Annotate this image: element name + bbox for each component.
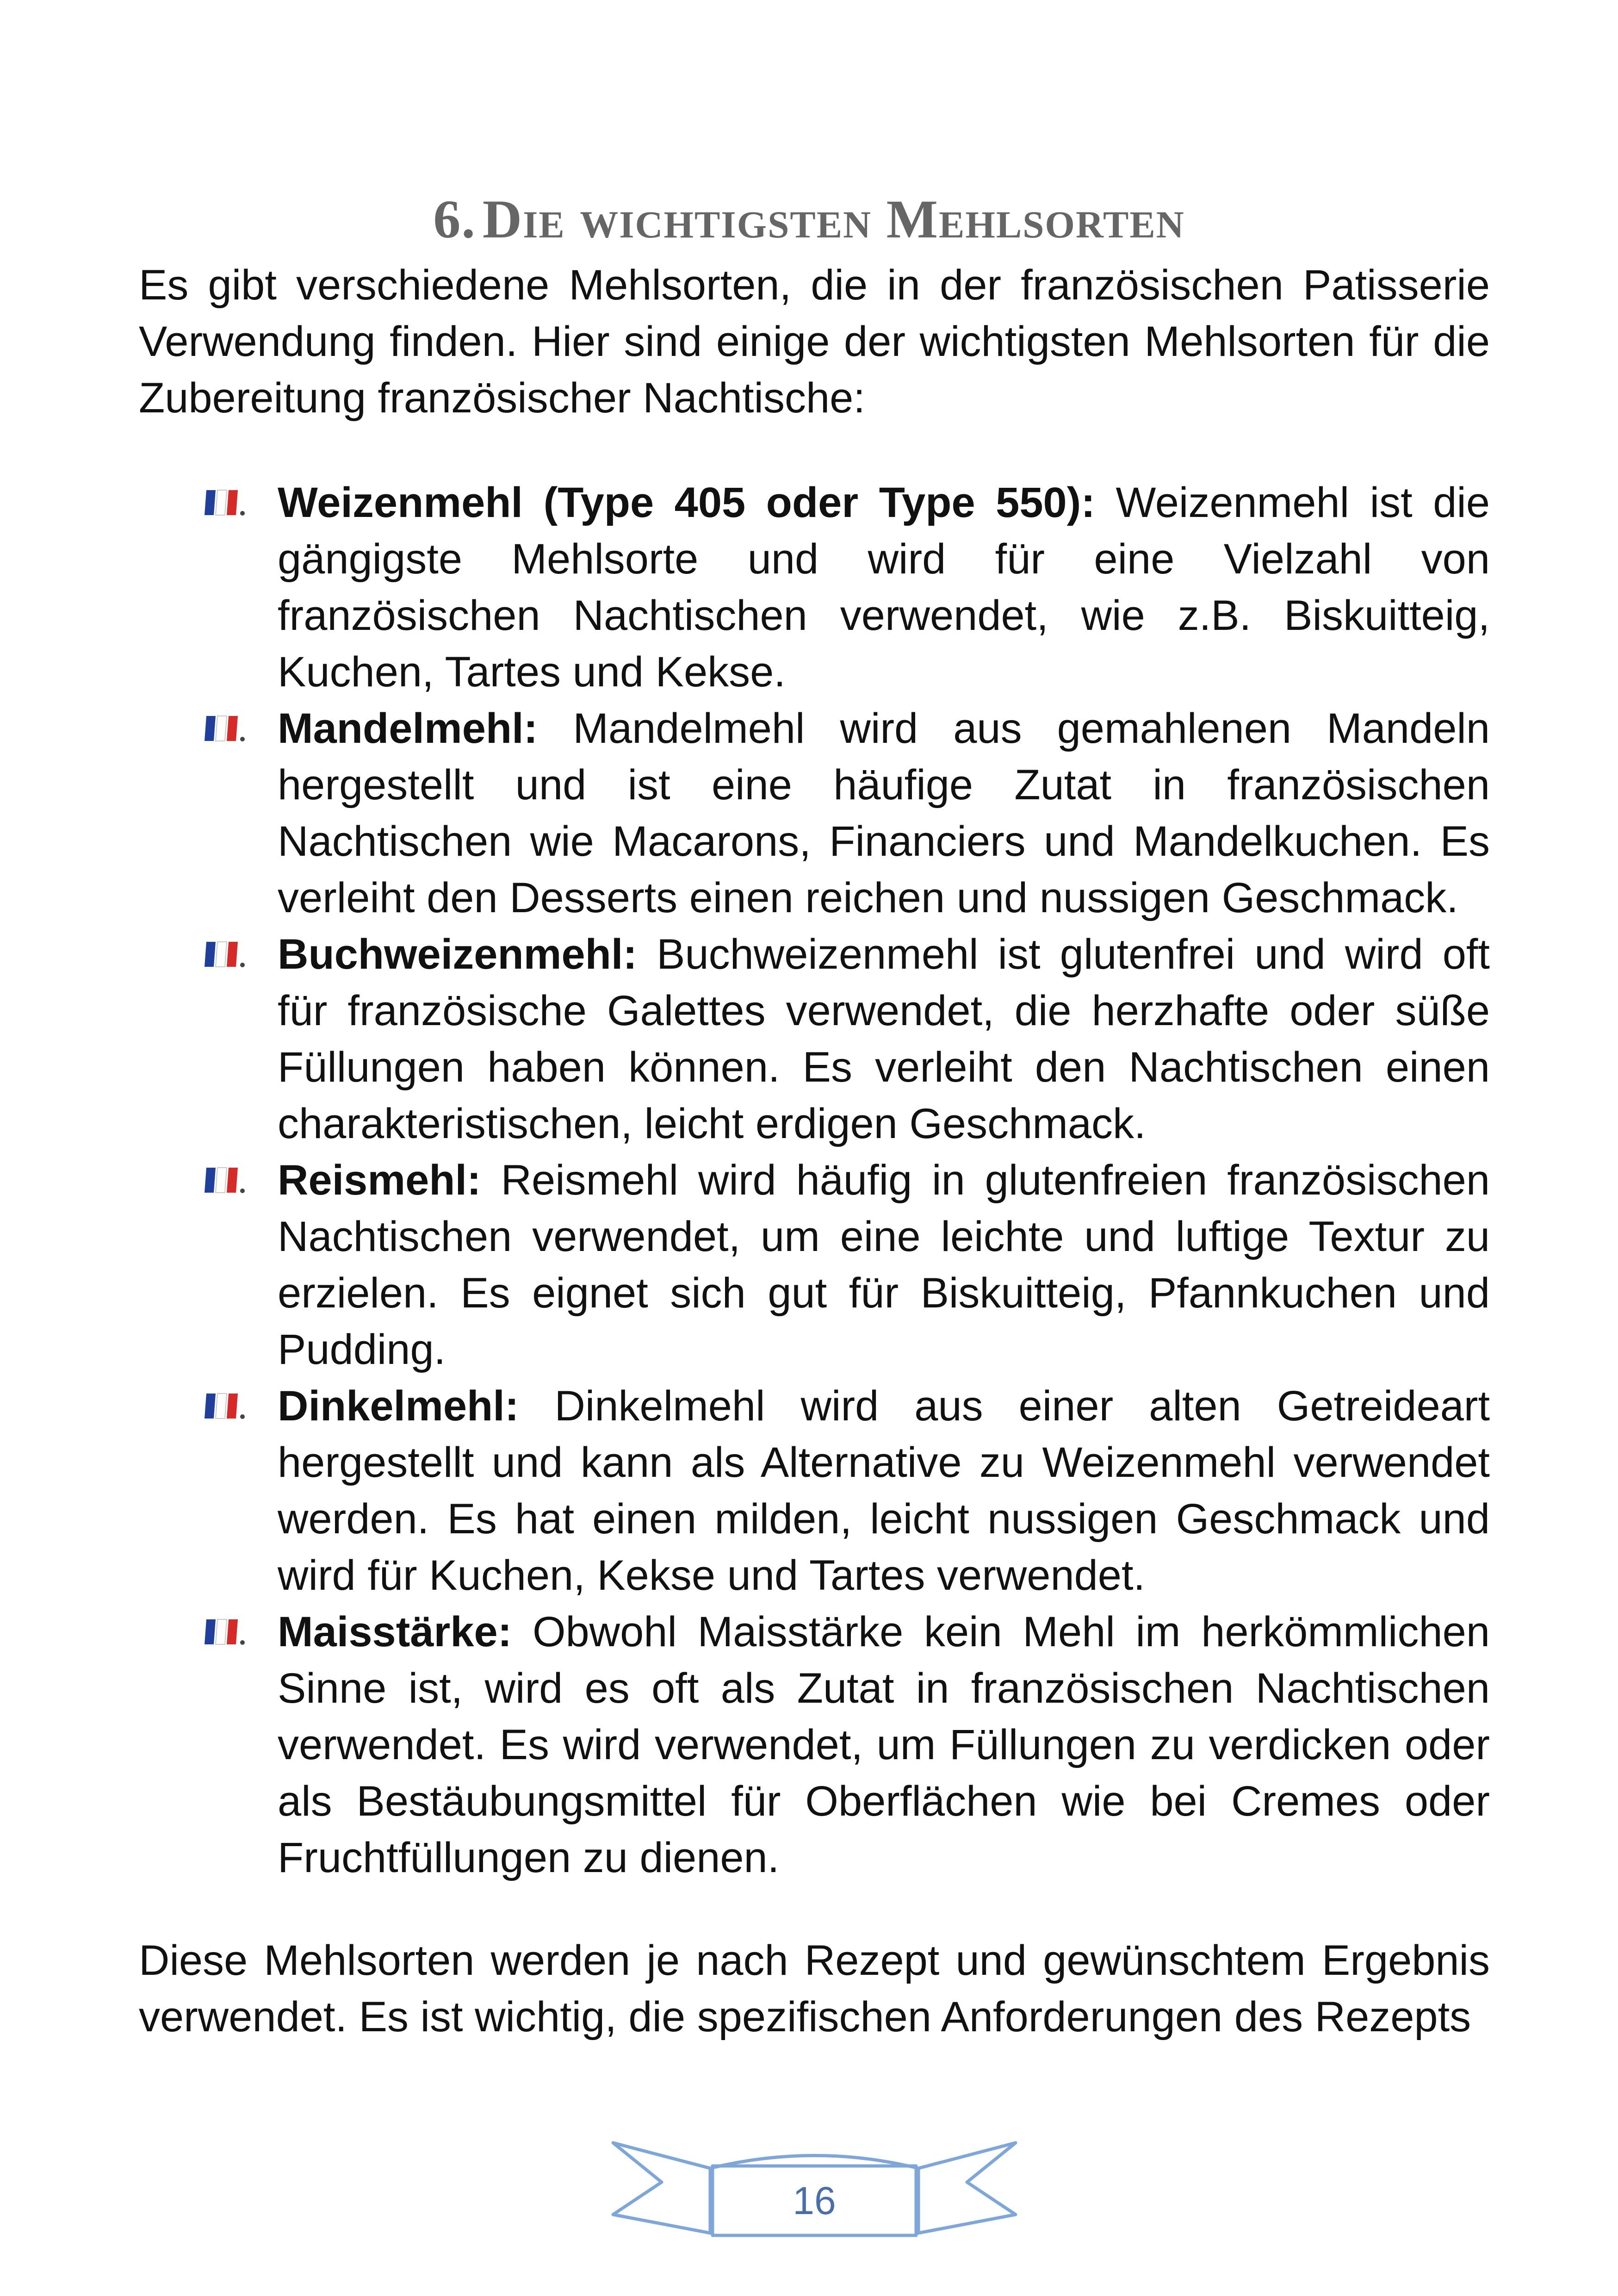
item-text: Mandelmehl wird aus gemahlenen Mandeln hergestellt und ist eine häufige Zutat in französischen Nachtischen wie Macarons, Financiers und Mandelkuchen. Es verleiht den Desserts einen reichen und nussigen Geschmack. bbox=[278, 705, 1490, 921]
list-item bbox=[139, 1378, 1490, 1604]
item-term: Dinkelmehl: bbox=[278, 1382, 519, 1430]
item-term: Mandelmehl: bbox=[278, 705, 538, 752]
heading-number: 6. bbox=[433, 189, 476, 250]
heading-title: Die wichtigsten Mehlsorten bbox=[482, 189, 1185, 250]
page-number: 16 bbox=[793, 2179, 836, 2222]
item-text: Obwohl Maisstärke kein Mehl im herkömmlichen Sinne ist, wird es oft als Zutat in französischen Nachtischen verwendet. Es wird verwendet, um Füllungen zu verdicken oder als Bestäubungsmittel für Oberflächen wie bei Cremes oder Fruchtfüllungen zu dienen. bbox=[278, 1608, 1490, 1881]
item-text: Buchweizenmehl ist glutenfrei und wird oft für französische Galettes verwendet, die herzhafte oder süße Füllungen haben können. Es verleiht den Nachtischen einen charakteristischen, leicht erdigen Geschmack. bbox=[278, 931, 1490, 1147]
list-item bbox=[139, 474, 1490, 700]
french-flag-icon bbox=[204, 1391, 245, 1420]
item-text: Dinkelmehl wird aus einer alten Getreideart hergestellt und kann als Alternative zu Weizenmehl verwendet werden. Es hat einen milden, leicht nussigen Geschmack und wird für Kuchen, Kekse und Tartes verwendet. bbox=[278, 1382, 1490, 1599]
item-text: Weizenmehl ist die gängigste Mehlsorte und wird für eine Vielzahl von französischen Nachtischen verwendet, wie z.B. Biskuitteig, Kuchen, Tartes und Kekse. bbox=[278, 479, 1490, 696]
list-item bbox=[139, 1604, 1490, 1886]
page-heading bbox=[0, 182, 1618, 256]
french-flag-icon bbox=[204, 1617, 245, 1646]
outro-paragraph: Diese Mehlsorten werden je nach Rezept und gewünschtem Ergebnis verwendet. Es ist wichtig, die spezifischen Anforderungen des Rezepts bbox=[139, 1937, 1490, 2041]
item-term: Reismehl: bbox=[278, 1157, 481, 1204]
item-term: Buchweizenmehl: bbox=[278, 931, 638, 978]
french-flag-icon bbox=[204, 713, 245, 743]
list-item bbox=[139, 926, 1490, 1152]
french-flag-icon bbox=[204, 487, 245, 517]
list-item bbox=[139, 1152, 1490, 1378]
flour-list bbox=[139, 474, 1490, 1886]
item-term: Maisstärke: bbox=[278, 1608, 512, 1655]
list-item bbox=[139, 700, 1490, 926]
french-flag-icon bbox=[204, 939, 245, 969]
intro-paragraph: Es gibt verschiedene Mehlsorten, die in der französischen Patisserie Verwendung finden. Hier sind einige der wichtigsten Mehlsorten für die Zubereitung französischer Nachtische: bbox=[139, 261, 1490, 422]
item-term: Weizenmehl (Type 405 oder Type 550): bbox=[278, 479, 1095, 526]
item-text: Reismehl wird häufig in glutenfreien französischen Nachtischen verwendet, um eine leichte und luftige Textur zu erzielen. Es eignet sich gut für Biskuitteig, Pfannkuchen und Pudding. bbox=[278, 1157, 1490, 1373]
french-flag-icon bbox=[204, 1165, 245, 1195]
page-number-banner bbox=[611, 2134, 1018, 2249]
